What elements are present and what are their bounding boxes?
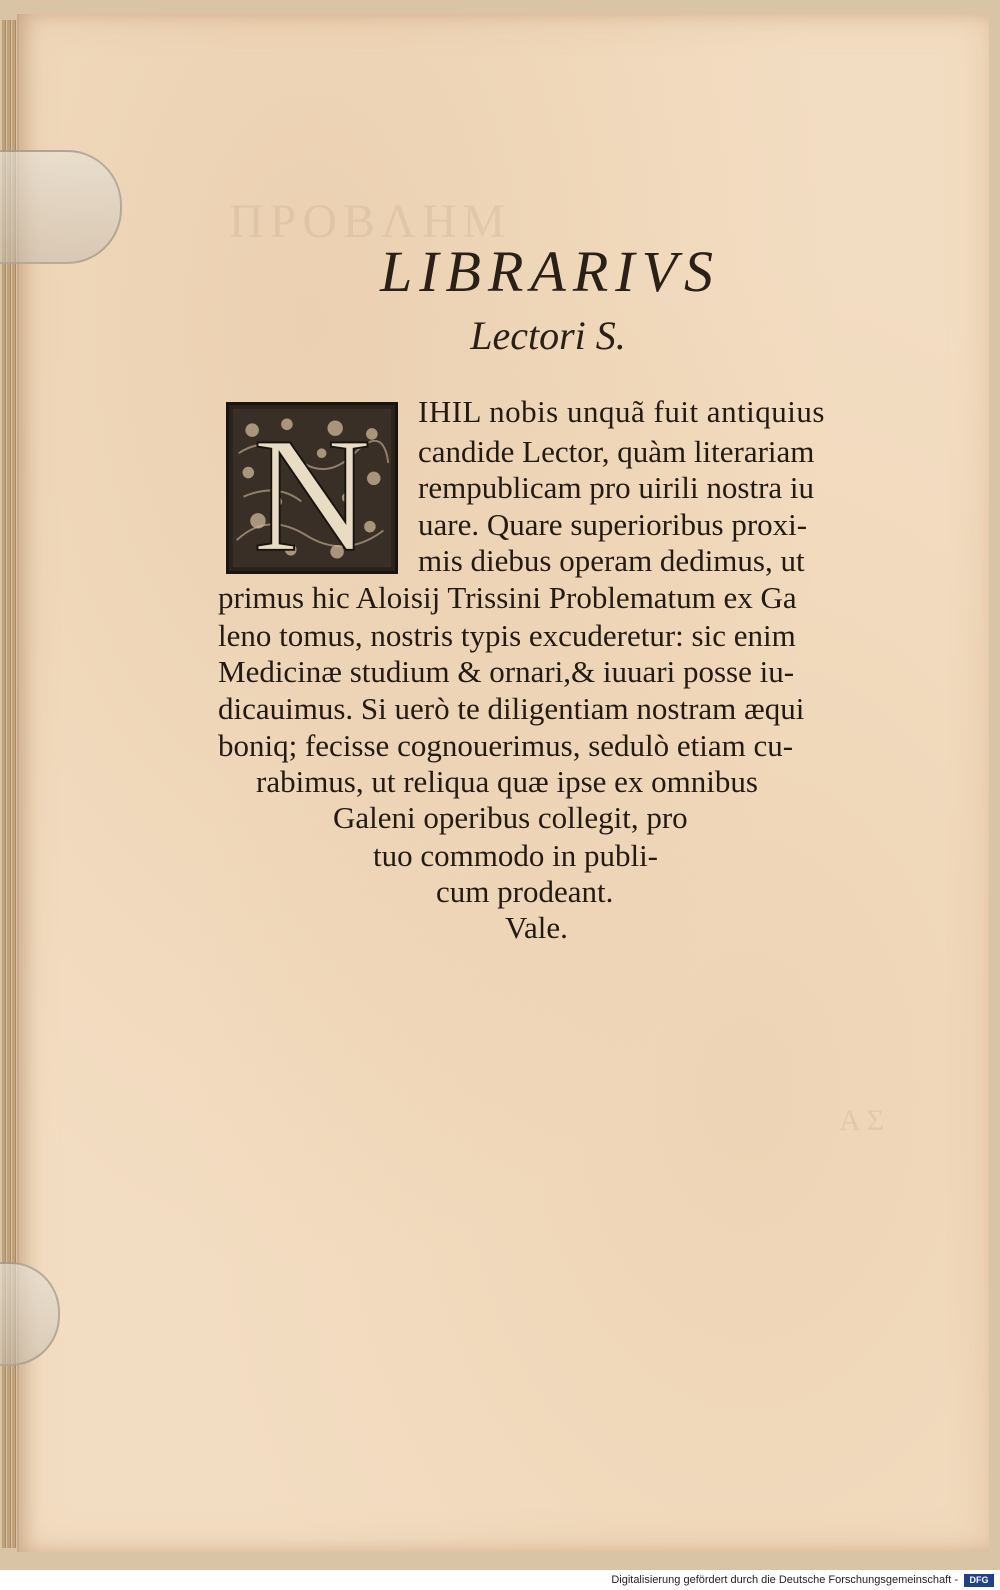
- valediction: Vale.: [505, 910, 568, 945]
- text-line: boniq; fecisse cognouerimus, sedulò etiam cu-: [218, 728, 794, 763]
- decorated-initial: [226, 402, 398, 574]
- funding-credit: Digitalisierung gefördert durch die Deutsche Forschungsgemeinschaft -: [611, 1574, 958, 1586]
- page-subheading: Lectori S.: [470, 313, 626, 358]
- bleed-through: ΑΣ: [839, 1104, 891, 1137]
- page-heading: LIBRARIVS: [379, 239, 721, 304]
- text-line: rempublicam pro uirili nostra iu: [418, 470, 815, 505]
- text-line: leno tomus, nostris typis excuderetur: sic enim: [218, 618, 796, 653]
- dfg-logo: DFG: [964, 1574, 994, 1587]
- text-line: Galeni operibus collegit, pro: [333, 800, 688, 835]
- book-clasp: [0, 150, 122, 264]
- bleed-through: ΠΡΟΒΛΗΜ: [229, 195, 512, 248]
- text-line: primus hic Aloisij Trissini Problematum ex Ga: [218, 580, 797, 615]
- text-line: rabimus, ut reliqua quæ ipse ex omnibus: [256, 764, 758, 799]
- text-line: Medicinæ studium & ornari,& iuuari posse iu-: [218, 654, 795, 689]
- text-line: cum prodeant.: [436, 874, 614, 909]
- text-line: candide Lector, quàm literariam: [418, 434, 815, 469]
- initial-letter: N: [252, 405, 372, 571]
- text-line: dicauimus. Si uerò te diligentiam nostram æqui: [218, 691, 805, 726]
- text-line: IHIL nobis unquã fuit antiquius: [418, 394, 825, 429]
- text-line: mis diebus operam dedimus, ut: [418, 543, 805, 578]
- text-line: tuo commodo in publi-: [373, 838, 659, 873]
- text-line: uare. Quare superioribus proxi-: [418, 507, 808, 542]
